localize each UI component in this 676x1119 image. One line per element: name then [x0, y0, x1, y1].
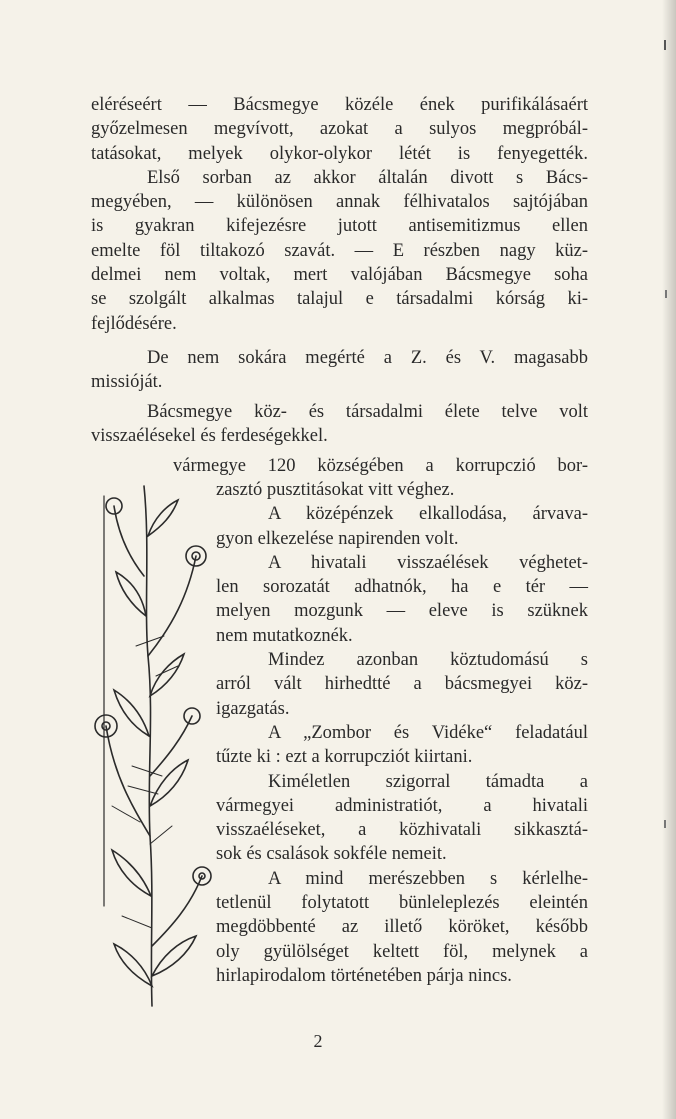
text-line: melyen mozgunk — eleve is szüknek: [216, 601, 588, 622]
text-line: is gyakran kifejezésre jutott antisemitizmus ellen: [91, 216, 588, 237]
text-line: A mind merészebben s kérlelhe-: [268, 868, 588, 889]
text-line: eléréseért — Bácsmegye közéle ének purifikálásaért: [91, 95, 588, 115]
text-line: Mindez azonban köztudomású s: [268, 650, 588, 671]
text-line: győzelmesen megvívott, azokat a sulyos megpróbál-: [91, 119, 588, 140]
margin-mark: [664, 40, 666, 50]
paragraph-abuses: [91, 400, 588, 449]
text-line: A „Zombor és Vidéke“ feladatául: [268, 722, 588, 743]
text-line: zasztó pusztitásokat vitt véghez.: [216, 480, 455, 500]
text-line: emelte föl tiltakozó szavát. — E részben nagy küz-: [91, 240, 588, 261]
text-line: fejlődésére.: [91, 313, 177, 334]
text-line: visszaéléseket, a közhivatali sikkasztá-: [216, 820, 588, 841]
text-line: len sorozatát adhatnók, ha e tér —: [216, 577, 588, 598]
margin-mark: [665, 290, 667, 298]
text-line: arról vált hirhedtté a bácsmegyei köz-: [216, 674, 588, 695]
paragraph-column: [216, 478, 588, 988]
paragraph-county: [173, 454, 588, 478]
floral-ornament: [92, 476, 212, 1011]
text-line: se szolgált alkalmas talajul e társadalmi kórság ki-: [91, 289, 588, 310]
text-line: tűzte ki : ezt a korrupcziót kiirtani.: [216, 747, 473, 768]
text-line: delmei nem voltak, mert valójában Bácsmegye soha: [91, 265, 588, 286]
text-line: De nem sokára megérté a Z. és V. magasabb: [147, 348, 588, 368]
text-line: megdöbbenté az illető köröket, később: [216, 917, 588, 938]
text-line: megyében, — különösen annak félhivatalos sajtójában: [91, 192, 588, 213]
text-line: A középénzek elkallodása, árvava-: [268, 504, 588, 525]
text-line: vármegye 120 községében a korrupczió bor-: [173, 456, 588, 476]
text-line: nem mutatkoznék.: [216, 625, 353, 646]
text-line: visszaélésekel és ferdeségekkel.: [91, 426, 328, 447]
text-line: missióját.: [91, 372, 163, 393]
text-line: vármegyei administratiót, a hivatali: [216, 795, 588, 816]
text-line: Első sorban az akkor általán divott s Bács-: [147, 167, 588, 188]
text-line: Bácsmegye köz- és társadalmi élete telve volt: [147, 402, 588, 422]
text-line: Kiméletlen szigorral támadta a: [268, 771, 588, 792]
text-line: sok és csalások sokféle nemeit.: [216, 844, 447, 865]
text-line: igazgatás.: [216, 698, 290, 719]
text-line: A hivatali visszaélések véghetet-: [268, 552, 588, 573]
text-line: tatásokat, melyek olykor-olykor létét is fenyegették.: [91, 143, 588, 164]
text-line: hirlapirodalom történetében párja nincs.: [216, 965, 512, 986]
text-line: oly gyülölséget keltett föl, melynek a: [216, 941, 588, 962]
paragraph-intro: [91, 93, 588, 336]
page-edge-shadow: [662, 0, 676, 1119]
page-number: 2: [313, 1031, 323, 1051]
text-line: tetlenül folytatott bünleleplezés eleintén: [216, 893, 588, 914]
paragraph-mission: [91, 346, 588, 395]
text-line: gyon elkezelése napirenden volt.: [216, 528, 459, 549]
margin-mark: [664, 820, 666, 828]
